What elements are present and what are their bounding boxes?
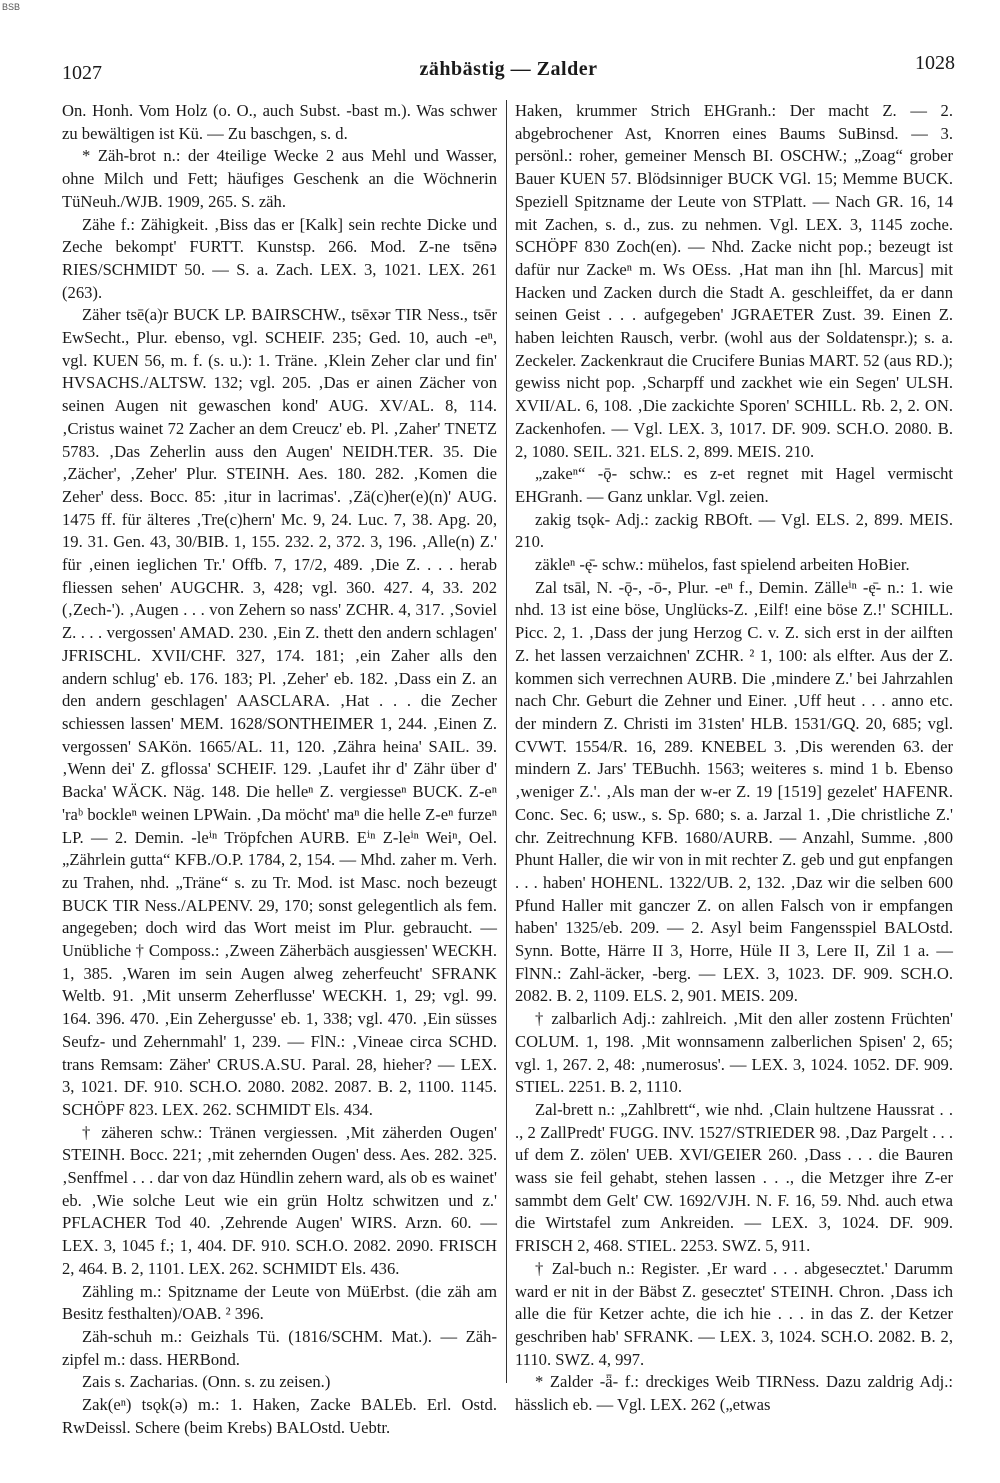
- page-number-left: 1027: [62, 62, 102, 84]
- entry-zahe: Zähe f.: Zähigkeit. ‚Biss das er [Kalk] sein rechte Dicke und Zeche bekompt' FURTT. Kunstsp. 266. Mod. Z-ne tsēnə RIES/SCHMIDT 50. — S. a. Zach. LEX. 3, 1021. LEX. 261 (263).: [62, 214, 497, 302]
- entry-zakig: zakig tsǫk- Adj.: zackig RBOft. — Vgl. ELS. 2, 899. MEIS. 210.: [515, 509, 953, 552]
- library-stamp: BSB: [2, 2, 21, 12]
- entry-zak-cont: Haken, krummer Strich EHGranh.: Der macht Z. — 2. abgebrochener Ast, Knorren eines Baums SuBinsd. — 3. persönl.: roher, gemeiner Mensch BI. OSCHW.; „Zoag“ grober Bauer KUEN 57. Blödsinniger BUCK VGl. 15; Memme BUCK. Speziell Spitzname der Leute von STPlatt. — Nach GR. 16, 14 mit Zachen, s. d., zus. zu nehmen. Vgl. LEX. 3, 1145 zoche. SCHÖPF 830 Zoch(en). — Nhd. Zacke nicht pop.; bezeugt ist dafür nur Zackeⁿ m. Ws OEss. ‚Hat man ihn [hl. Marcus] mit Hacken und Zacken durch die Stadt A. geschleiffet, da er dann seinen Geist . . . aufgegeben' JGRAETER Zust. 39. Einen Z. haben leichten Rausch, verbr. (wohl aus der Soldatenspr.); s. a. Zeckeler. Zackenkraut die Crucifere Bunias MART. 52 (aus RD.); gewiss nicht pop. ‚Scharpff und zackhet wie ein Segen' ULSH. XVII/AL. 6, 108. ‚Die zackichte Sporen' SCHILL. Rb. 2, 2. ON. Zackenhofen. — Vgl. LEX. 3, 1017. DF. 909. SCH.O. 2080. B. 2, 1080. SEIL. 321. ELS. 2, 899. MEIS. 210.: [515, 101, 953, 461]
- entry-zahbastig-cont: On. Honh. Vom Holz (o. O., auch Subst. -bast m.). Was schwer zu bewältigen ist Kü. — Zu baschgen, s. d.: [62, 101, 497, 143]
- entry-zahling: Zähling m.: Spitzname der Leute von MüErbst. (die zäh am Besitz festhalten)/OAB. ² 396.: [62, 1281, 497, 1324]
- entry-zalbrett: Zal-brett n.: „Zahlbrett“, wie nhd. ‚Clain hultzene Haussrat . . ., 2 ZallPredt' FUGG. INV. 1527/STRIEDER 98. ‚Daz Pargelt . . . uf dem Z. zölen' UEB. XVI/GEIER 260. ‚Dass . . . die Bauren wass sie feil gehabt, stehen lassen . . ., die Metzger ihre Z-er sammbt dem Gelt' CW. 1692/VJH. N. F. 16, 59. Nhd. auch etwa die Wirtstafel zum Ankreiden. — LEX. 3, 1024. DF. 909. FRISCH 2, 468. STIEL. 2253. SWZ. 5, 911.: [515, 1099, 953, 1256]
- left-column: [62, 100, 497, 1437]
- page-header: [62, 52, 955, 88]
- column-divider: [506, 100, 507, 1383]
- entry-zais: Zais s. Zacharias. (Onn. s. zu zeisen.): [82, 1372, 331, 1392]
- entry-zahbrot: * Zäh-brot n.: der 4teilige Wecke 2 aus Mehl und Wasser, ohne Milch und Fett; häufiges Geschenk an die Wöchnerin TüNeuh./WJB. 1909, 265. S. zäh.: [62, 146, 497, 211]
- running-title: zähbästig — Zalder: [419, 58, 598, 80]
- entry-zal: Zal tsāl, N. -ǭ-, -ō-, Plur. -eⁿ f., Demin. Zälleⁱⁿ -ę̄- n.: 1. wie nhd. 13 ist eine böse, Unglücks-Z. ‚Eilf! eine böse Z.!' SCHILL. Picc. 2, 1. ‚Dass der jung Herzog C. v. Z. sich erst in der ailften Z. het lassen verzaichnen' ZCHR. ² 1, 100: als elfter. Aus der Z. kommen sich verrechnen AURB. Die ‚mindere Z.' bei Jahrzahlen nach Chr. Geburt die Zehner und Einer. ‚Uff heut . . . anno etc. der mindern Z. Christi im 31sten' HLB. 1531/GQ. 20, 685; vgl. CVWT. 1554/R. 16, 289. KNEBEL 3. ‚Dis werenden 63. der mindern Z. Jars' TEBuchh. 1563; weiteres s. mind 1 b. Ebenso ‚weniger Z.'. ‚Als man der w-er Z. 19 [1519] gezelet' HAFENR. Conc. Sec. 6; usw., s. Sp. 680; s. a. Jarzal 1. ‚Die christliche Z.' chr. Zeitrechnung KFB. 1680/AURB. — Anzahl, Summe. ‚800 Phunt Haller, die wir von in mit rechter Z. geb und gut enpfangen . . . haben' HOHENL. 1322/UB. 2, 132. ‚Daz wir die selben 600 Pfund Haller mit ganczer Z. on allen Falsch von ir empfangen haben' 1325/eb. 209. — 2. Asyl beim Fangensspiel BALOstd. Synn. Botte, Härre II 3, Horre, Hüle II 3, Lere II, Zil 1 a. — FlNN.: Zahl-äcker, -berg. — LEX. 3, 1023. DF. 909. SCH.O. 2082. B. 2, 1109. ELS. 2, 901. MEIS. 209.: [515, 577, 953, 1006]
- entry-zak: Zak(eⁿ) tsǫk(ə) m.: 1. Haken, Zacke BALEb. Erl. Ostd. RwDeissl. Schere (beim Krebs) BALOstd. Uebtr.: [62, 1395, 497, 1437]
- entry-zalder: * Zalder -ǟ- f.: dreckiges Weib TIRNess. Dazu zaldrig Adj.: hässlich eb. — Vgl. LEX. 262 („etwas: [515, 1372, 953, 1415]
- right-column: [515, 100, 953, 1415]
- entry-zaheren: † zäheren schw.: Tränen vergiessen. ‚Mit zäherden Ougen' STEINH. Bocc. 221; ‚mit zehernden Ougen' dess. Aes. 282. 325. ‚Senffmel . . . dar von daz Hündlin zehern ward, als ob es wainet' eb. ‚Wie solche Leut wie ein grün Holtz schwitzen und z.' PFLACHER Tod 40. ‚Zehrende Augen' WIRS. Arzn. 60. — LEX. 3, 1045 f.; 1, 404. DF. 910. SCH.O. 2082. 2090. FRISCH 2, 464. B. 2, 1101. LEX. 262. SCHMIDT Els. 436.: [62, 1122, 497, 1278]
- entry-zalbuch: † Zal-buch n.: Register. ‚Er ward . . . abgesecztet.' Darumm ward er nit in der Bäbst Z. gesecztet' STEINH. Chron. ‚Dass ich alle die für Ketzer achte, die ich hie . . . in das Z. der Ketzer geschriben hab' SFRANK. — LEX. 3, 1024. SCH.O. 2082. B. 2, 1110. SWZ. 4, 997.: [515, 1258, 953, 1369]
- page-number-right: 1028: [915, 52, 955, 74]
- entry-zaken: „zakeⁿ“ -ǭ- schw.: es z-et regnet mit Hagel vermischt EHGranh. — Ganz unklar. Vgl. zeien.: [515, 464, 953, 506]
- entry-zaklen: zäkleⁿ -ę̄- schw.: mühelos, fast spielend arbeiten HoBier.: [535, 555, 910, 575]
- entry-zaher: Zäher tsē(a)r BUCK LP. BAIRSCHW., tsēxər TIR Ness., tsēr EwSecht., Plur. ebenso, vgl. SCHEIF. 235; Ged. 10, auch -eⁿ, vgl. KUEN 56, m. f. (s. u.): 1. Träne. ‚Klein Zeher clar und fin' HVSACHS./ALTSW. 132; vgl. 205. ‚Das er ainen Zächer von seinen Augen nit gewaschen kond' AUG. XV/AL. 8, 114. ‚Cristus wainet 72 Zacher an dem Creucz' eb. Pl. ‚Zaher' TNETZ 5783. ‚Das Zeherlin auss den Augen' NEIDH.TER. 35. Die ‚Zächer', ‚Zeher' Plur. STEINH. Aes. 180. 282. ‚Komen die Zeher' dess. Bocc. 85: ‚itur in lacrimas'. ‚Zä(c)her(e)(n)' AUG. 1475 ff. für älteres ‚Tre(c)hern' Mc. 9, 24. Luc. 7, 38. Apg. 20, 19. 31. Gen. 43, 30/BIB. 1, 155. 232. 2, 372. 3, 196. ‚Alle(n) Z.' für ‚einen ieglichen Tr.' Offb. 7, 17/2, 489. ‚Die Z. . . . herab fliessen sehen' AUGCHR. 3, 428; vgl. 360. 427. 4, 33. 202 (‚Zech-'). ‚Augen . . . von Zehern so nass' ZCHR. 4, 317. ‚Soviel Z. . . . vergossen' AMAD. 230. ‚Ein Z. thett den andern schlagen' JFRISCHL. XVII/CHF. 327, 174. 181; ‚ein Zaher alls den andern schlug' eb. 176. 183; Pl. ‚Zeher' eb. 182. ‚Dass ein Z. an den andern geschlagen' AASCLARA. ‚Hat . . . die Zecher schiessen lassen' MEM. 1628/SONTHEIMER 1, 244. ‚Einen Z. vergossen' SAKön. 1665/AL. 11, 120. ‚Zähra heina' SAIL. 39. ‚Wenn dei' Z. gflossa' SCHEIF. 129. ‚Laufet ihr d' Zähr über d' Backa' WÄCK. Näg. 148. Die helleⁿ Z. vergiesseⁿ BUCK. Z-eⁿ 'raᵇ bockleⁿ weinen LPWain. ‚Da möcht' maⁿ die helle Z-eⁿ furzeⁿ LP. — 2. Demin. -leⁱⁿ Tröpfchen AURB. Eⁱⁿ Z-leⁱⁿ Weiⁿ, Oel. „Zährlein gutta“ KFB./O.P. 1784, 2, 154. — Mhd. zaher m. Verh. zu Trahen, nhd. „Träne“ s. zu Tr. Mod. ist Masc. noch bezeugt BUCK TIR Ness./ALPENV. 29, 170; sonst gelegentlich als fem. angegeben; doch wird das Wort meist im Plur. gebraucht. — Unübliche † Composs.: ‚Zween Zäherbäch ausgiessen' WECKH. 1, 385. ‚Waren im sein Augen alweg zeherfeucht' SFRANK Weltb. 91. ‚Mit unserm Zeherflusse' WECKH. 1, 29; vgl. 99. 164. 396. 470. ‚Ein Zehergusse' eb. 1, 338; vgl. 470. ‚Ein süsses Seufz- und Zehernmahl' 1, 239. — FlN.: ‚Vineae circa SCHD. trans Remsam: Zäher' CRUS.A.SU. Paral. 28, hieher? — LEX. 3, 1021. DF. 910. SCH.O. 2080. 2082. 2087. B. 2, 1100. 1145. SCHÖPF 823. LEX. 262. SCHMIDT Els. 434.: [62, 305, 497, 1119]
- entry-zahschuh: Zäh-schuh m.: Geizhals Tü. (1816/SCHM. Mat.). — Zäh-zipfel m.: dass. HERBond.: [62, 1326, 497, 1369]
- entry-zalbarlich: † zalbarlich Adj.: zahlreich. ‚Mit den aller zostenn Früchten' COLUM. 1, 198. ‚Mit wonnsamenn zalberlichen Spisen' 2, 65; vgl. 1, 267. 2, 48: ‚numerosus'. — LEX. 3, 1024. 1052. DF. 909. STIEL. 2251. B. 2, 1110.: [515, 1009, 953, 1097]
